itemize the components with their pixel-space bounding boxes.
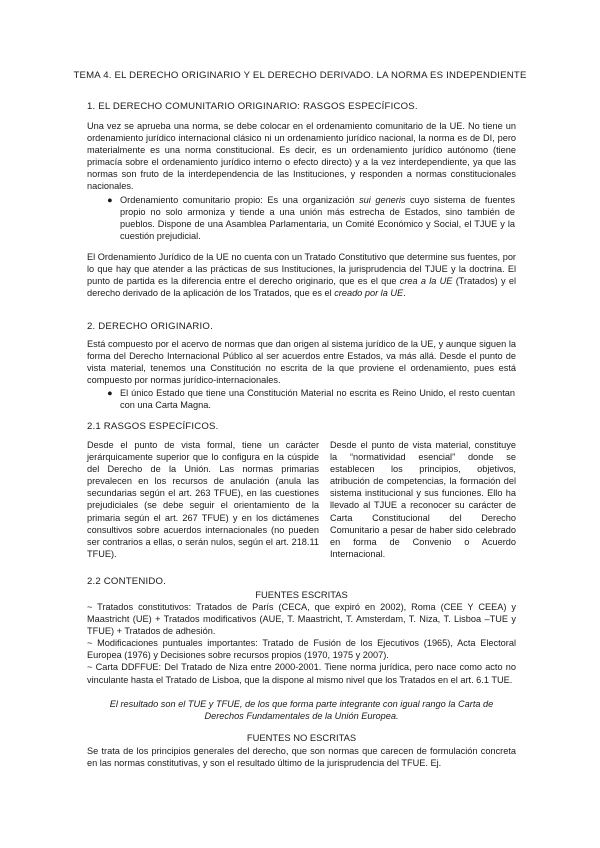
unwritten-sources-heading: FUENTES NO ESCRITAS	[246, 732, 357, 743]
paragraph-italic: crea a la UE	[399, 276, 453, 287]
bullet-text-start: Ordenamiento comunitario propio: Es una organización	[120, 195, 360, 205]
page-title: TEMA 4. EL DERECHO ORIGINARIO Y EL DERECHO DERIVADO. LA NORMA ES INDEPENDIENTE	[73, 70, 527, 81]
paragraph-text: (Tratados) y el derecho derivado de la aplicación de los Tratados, que es el	[87, 276, 516, 299]
result-note: El resultado son el TUE y TFUE, de los que forma parte integrante con igual rango la Carta de Derechos Fundamentales de la Unión Europea.	[109, 699, 494, 722]
list-item	[90, 387, 515, 411]
column-left: Desde el punto de vista formal, tiene un carácter jerárquicamente superior que lo configura en la cúspide del Derecho de la Unión. Las normas primarias prevalecen en los recursos de anulación (anula las secundarias según el art. 263 TFUE), en las cuestiones prejudiciales (se debe seguir el orientamiento de la primaria según el art. 267 TFUE) y en los dictámenes consultivos sobre acuerdos internacionales (no pueden ser contrarios a ellas, o serán nulos, según el art. 218.11 TFUE).	[87, 440, 319, 559]
bullet-text: El único Estado que tiene una Constitución Material no escrita es Reino Unido, el resto cuentan con una Carta Magna.	[120, 388, 515, 411]
list-item: ~ Tratados constitutivos: Tratados de París (CECA, que expiró en 2002), Roma (CEE Y CEEA) y Maastricht (UE) + Tratados modificativos (AUE, T. Maastricht, T. Amsterdam, T. Niza, T. Lisboa –TUE y TFUE) + Tratados de adhesión.	[87, 602, 516, 637]
bullet-icon: ●	[107, 388, 113, 398]
section-1-paragraph-2	[87, 251, 516, 299]
list-item	[90, 194, 515, 242]
bullet-text-italic: sui generis	[359, 195, 406, 205]
section-1-intro: Una vez se aprueba una norma, se debe colocar en el ordenamiento comunitario de la UE. No tiene un ordenamiento jurídico internacional clásico ni un ordenamiento jurídico nacional, la norma es de DI, pero materialmente es una norma constitucional. Es decir, es un ordenamiento jurídico autónomo (tiene primacía sobre el ordenamiento jurídico interno o efecto directo) y a la vez interdependiente, ya que las normas son fruto de la interdependencia de las Instituciones, y responden a normas constitucionales nacionales.	[87, 121, 516, 192]
written-sources-list	[87, 601, 516, 686]
section-2-1-heading: 2.1 RASGOS ESPECÍFICOS.	[87, 421, 219, 432]
bullet-icon: ●	[107, 195, 113, 205]
paragraph-italic: creado por la UE	[334, 288, 404, 299]
section-2-2-heading: 2.2 CONTENIDO.	[87, 576, 167, 587]
section-2-intro: Está compuesto por el acervo de normas que dan origen al sistema jurídico de la UE, y aunque siguen la forma del Derecho Internacional Público al ser acuerdos entre Estados, va más allá. Desde el punto de vista material, tenemos una Constitución no escrita de la que proviene el ordenamiento, pues está compuesto por normas jurídico-internacionales.	[87, 339, 516, 386]
list-item: ~ Modificaciones puntuales importantes: Tratado de Fusión de los Ejecutivos (1965), Acta Electoral Europea (1976) y Decisiones sobre recursos propios (1970, 1975 y 2007).	[87, 638, 516, 661]
section-1-bullets	[90, 194, 515, 242]
column-right: Desde el punto de vista material, constituye la “normatividad esencial” donde se establecen los principios, objetivos, atribución de competencias, la formación del sistema institucional y sus funciones. Ello ha llevado al TJUE a reconocer su carácter de Carta Constitucional del Derecho Comunitario a pesar de haber sido celebrado en forma de Convenio o Acuerdo Internacional.	[330, 440, 516, 559]
paragraph-text: El Ordenamiento Jurídico de la UE no cuenta con un Tratado Constitutivo que determine sus fuentes, por lo que hay que atender a las prácticas de sus Instituciones, la jurisprudencia del TJUE y la doctrina. El punto de partida es la diferencia entre el derecho originario, que es el que	[87, 252, 516, 287]
list-item: ~ Carta DDFFUE: Del Tratado de Niza entre 2000-2001. Tiene norma jurídica, pero nace como acto no vinculante hasta el Tratado de Lisboa, que la dispone al mismo nivel que los Tratados en el art. 6.1 TUE.	[87, 662, 516, 685]
unwritten-sources-text: Se trata de los principios generales del derecho, que son normas que carecen de formulación concreta en las normas constitutivas, y son el resultado último de la jurisprudencia del TFUE. Ej.	[87, 746, 516, 769]
section-2-heading: 2. DERECHO ORIGINARIO.	[87, 321, 213, 332]
paragraph-text: .	[403, 288, 406, 299]
section-1-heading: 1. EL DERECHO COMUNITARIO ORIGINARIO: RASGOS ESPECÍFICOS.	[87, 101, 418, 112]
written-sources-heading: FUENTES ESCRITAS	[255, 589, 348, 600]
section-2-bullets	[90, 387, 515, 411]
bullet-text-end: cuyo sistema de fuentes propio no solo armoniza y tiende a una unión más estrecha de Estados, sino también de pueblos. Dispone de una Asamblea Parlamentaria, un Comité Económico y Social, el TJUE y la cuestión prejudicial.	[120, 195, 515, 242]
